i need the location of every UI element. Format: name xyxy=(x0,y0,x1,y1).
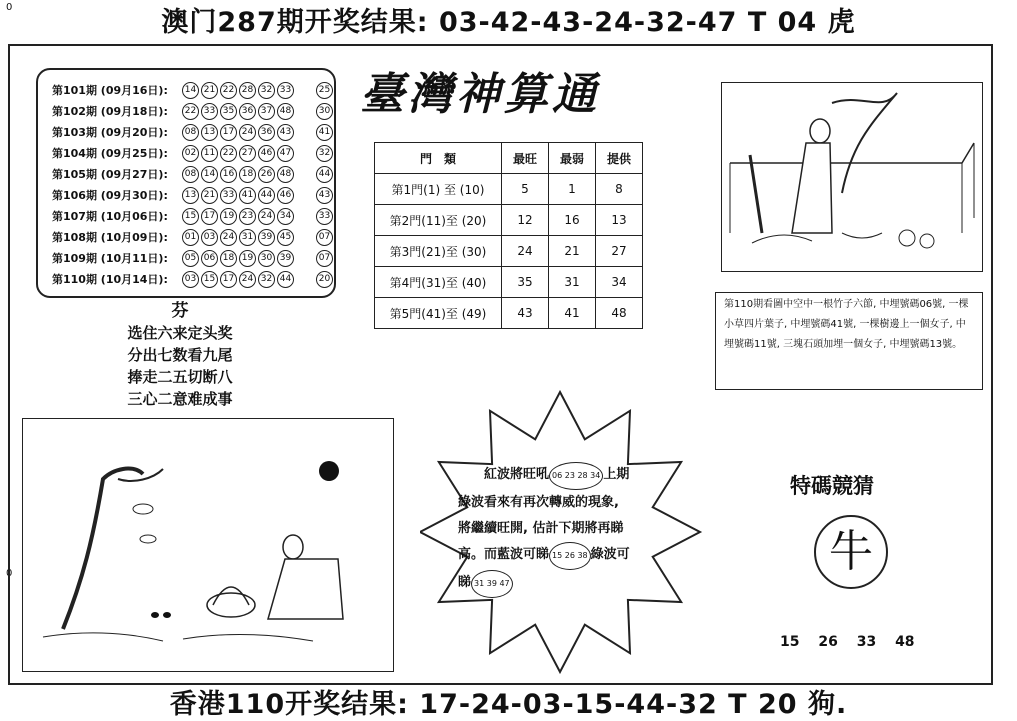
number-ball: 24 xyxy=(258,208,275,225)
table-cell: 41 xyxy=(549,298,596,329)
number-ball: 28 xyxy=(239,82,256,99)
table-row xyxy=(375,174,643,205)
scholar-illustration xyxy=(722,83,982,271)
number-ball: 33 xyxy=(220,187,237,204)
number-ball: 13 xyxy=(182,187,199,204)
number-ball: 30 xyxy=(258,250,275,267)
prediction-fragment: 睇 xyxy=(458,575,472,590)
table-row xyxy=(375,267,643,298)
special-ball: 43 xyxy=(316,187,333,204)
guess-title: 特碼競猜 xyxy=(790,474,874,498)
history-label: 第101期 (09月16日): xyxy=(52,84,168,97)
number-ball: 19 xyxy=(239,250,256,267)
table-cell: 12 xyxy=(502,205,549,236)
number-ball: 05 xyxy=(182,250,199,267)
corner-mark-top: 0 xyxy=(6,2,13,13)
history-row xyxy=(52,80,335,100)
table-cell: 13 xyxy=(596,205,643,236)
table-cell: 5 xyxy=(502,174,549,205)
number-ball: 17 xyxy=(220,124,237,141)
number-ball: 24 xyxy=(220,229,237,246)
special-ball: 33 xyxy=(316,208,333,225)
history-row xyxy=(52,185,335,205)
number-ball: 22 xyxy=(220,82,237,99)
poem-line: 分出七数看九尾 xyxy=(127,346,233,364)
table-cell: 第4門(31)至 (40) xyxy=(375,267,502,298)
table-cell: 1 xyxy=(549,174,596,205)
number-ball: 39 xyxy=(277,250,294,267)
prediction-line: 將繼續旺開, 估計下期將再睇 xyxy=(458,521,624,536)
table-cell: 34 xyxy=(596,267,643,298)
number-ball: 48 xyxy=(277,103,294,120)
history-label: 第103期 (09月20日): xyxy=(52,126,168,139)
prediction-line: 綠波看來有再次轉威的現象, xyxy=(458,495,619,510)
history-label: 第105期 (09月27日): xyxy=(52,168,168,181)
table-cell: 21 xyxy=(549,236,596,267)
picture-hint-box xyxy=(715,292,983,390)
history-label: 第110期 (10月14日): xyxy=(52,273,168,286)
number-ball: 45 xyxy=(277,229,294,246)
number-balls: 31 39 47 xyxy=(471,570,513,598)
table-cell: 第2門(11)至 (20) xyxy=(375,205,502,236)
number-ball: 32 xyxy=(258,271,275,288)
bottom-result-banner: 香港110开奖结果: 17-24-03-15-44-32 T 20 狗. xyxy=(169,689,848,720)
history-row xyxy=(52,269,335,289)
number-balls: 06 23 28 34 xyxy=(549,462,603,490)
number-ball: 03 xyxy=(182,271,199,288)
special-ball: 30 xyxy=(316,103,333,120)
number-ball: 24 xyxy=(239,124,256,141)
number-ball: 22 xyxy=(220,145,237,162)
number-ball: 21 xyxy=(201,187,218,204)
history-row xyxy=(52,143,335,163)
prediction-fragment: 紅波將旺吼 xyxy=(484,467,550,482)
farmer-illustration xyxy=(23,419,393,671)
number-ball: 33 xyxy=(201,103,218,120)
number-ball: 26 xyxy=(258,166,275,183)
history-label: 第102期 (09月18日): xyxy=(52,105,168,118)
number-ball: 36 xyxy=(239,103,256,120)
number-ball: 31 xyxy=(239,229,256,246)
number-ball: 21 xyxy=(201,82,218,99)
number-ball: 46 xyxy=(277,187,294,204)
table-row xyxy=(375,298,643,329)
history-row xyxy=(52,206,335,226)
number-ball: 39 xyxy=(258,229,275,246)
history-label: 第108期 (10月09日): xyxy=(52,231,168,244)
prediction-fragment: 上期 xyxy=(603,467,630,482)
number-ball: 18 xyxy=(239,166,256,183)
history-row xyxy=(52,248,335,268)
number-ball: 41 xyxy=(239,187,256,204)
table-cell: 24 xyxy=(502,236,549,267)
gate-table-header xyxy=(375,143,643,174)
special-ball: 07 xyxy=(316,229,333,246)
prediction-line xyxy=(448,542,688,570)
history-label: 第104期 (09月25日): xyxy=(52,147,168,160)
table-cell: 8 xyxy=(596,174,643,205)
top-result-banner: 澳门287期开奖结果: 03-42-43-24-32-47 T 04 虎 xyxy=(161,7,856,38)
table-row xyxy=(375,205,643,236)
poem-line: 捧走二五切断八 xyxy=(127,368,233,386)
header-offer: 提供 xyxy=(596,143,643,174)
number-ball: 33 xyxy=(277,82,294,99)
prediction-line xyxy=(448,462,688,490)
special-ball: 25 xyxy=(316,82,333,99)
corner-mark-left: 0 xyxy=(6,568,13,579)
number-ball: 08 xyxy=(182,124,199,141)
number-ball: 13 xyxy=(201,124,218,141)
header-max: 最旺 xyxy=(502,143,549,174)
table-cell: 48 xyxy=(596,298,643,329)
special-ball: 07 xyxy=(316,250,333,267)
number-ball: 17 xyxy=(201,208,218,225)
number-ball: 17 xyxy=(220,271,237,288)
number-ball: 19 xyxy=(220,208,237,225)
number-ball: 15 xyxy=(182,208,199,225)
history-label: 第106期 (09月30日): xyxy=(52,189,168,202)
poem-block xyxy=(110,300,250,410)
number-ball: 22 xyxy=(182,103,199,120)
special-ball: 32 xyxy=(316,145,333,162)
number-ball: 06 xyxy=(201,250,218,267)
number-ball: 16 xyxy=(220,166,237,183)
number-ball: 14 xyxy=(201,166,218,183)
prediction-fragment: 高。而藍波可睇 xyxy=(458,547,550,562)
number-ball: 36 xyxy=(258,124,275,141)
number-ball: 44 xyxy=(277,271,294,288)
special-ball: 41 xyxy=(316,124,333,141)
picture-hint-text: 第110期看圖中空中一根竹子六節, 中埋號碼06號, 一棵小草四片葉子, 中埋號碼41號, 一棵樹邊上一個女子, 中埋號碼11號, 三塊石頭加埋一個女子, 中埋號碼13號。 xyxy=(724,299,969,350)
table-cell: 第3門(21)至 (30) xyxy=(375,236,502,267)
zodiac-circle: 牛 xyxy=(814,515,888,589)
number-balls: 15 26 38 xyxy=(549,542,591,570)
number-ball: 34 xyxy=(277,208,294,225)
guess-numbers: 15 26 33 48 xyxy=(780,634,915,650)
number-ball: 02 xyxy=(182,145,199,162)
history-row xyxy=(52,122,335,142)
number-ball: 01 xyxy=(182,229,199,246)
number-ball: 15 xyxy=(201,271,218,288)
history-label: 第107期 (10月06日): xyxy=(52,210,168,223)
history-row xyxy=(52,101,335,121)
table-cell: 35 xyxy=(502,267,549,298)
number-ball: 08 xyxy=(182,166,199,183)
page-title: 臺灣神算通 xyxy=(360,69,600,120)
history-label: 第109期 (10月11日): xyxy=(52,252,168,265)
number-ball: 37 xyxy=(258,103,275,120)
gate-table xyxy=(374,142,643,329)
header-category: 門 類 xyxy=(375,143,502,174)
table-cell: 31 xyxy=(549,267,596,298)
table-row xyxy=(375,236,643,267)
number-ball: 23 xyxy=(239,208,256,225)
history-row xyxy=(52,227,335,247)
bottom-illustration xyxy=(22,418,394,672)
table-cell: 27 xyxy=(596,236,643,267)
table-cell: 43 xyxy=(502,298,549,329)
number-ball: 44 xyxy=(258,187,275,204)
number-ball: 35 xyxy=(220,103,237,120)
number-ball: 48 xyxy=(277,166,294,183)
number-ball: 27 xyxy=(239,145,256,162)
special-ball: 44 xyxy=(316,166,333,183)
number-ball: 43 xyxy=(277,124,294,141)
number-ball: 24 xyxy=(239,271,256,288)
table-cell: 16 xyxy=(549,205,596,236)
number-ball: 18 xyxy=(220,250,237,267)
prediction-fragment: 綠波可 xyxy=(590,547,630,562)
prediction-text xyxy=(448,462,688,598)
number-ball: 11 xyxy=(201,145,218,162)
poem-head: 芬 xyxy=(171,301,189,321)
prediction-line xyxy=(448,570,688,598)
history-panel xyxy=(36,68,336,298)
table-cell: 第5門(41)至 (49) xyxy=(375,298,502,329)
number-ball: 47 xyxy=(277,145,294,162)
number-ball: 03 xyxy=(201,229,218,246)
number-ball: 14 xyxy=(182,82,199,99)
header-min: 最弱 xyxy=(549,143,596,174)
number-ball: 46 xyxy=(258,145,275,162)
poem-line: 三心二意难成事 xyxy=(127,390,233,408)
number-ball: 32 xyxy=(258,82,275,99)
riddle-illustration xyxy=(721,82,983,272)
history-row xyxy=(52,164,335,184)
poem-line: 选住六来定头奖 xyxy=(127,324,233,342)
table-cell: 第1門(1) 至 (10) xyxy=(375,174,502,205)
special-ball: 20 xyxy=(316,271,333,288)
